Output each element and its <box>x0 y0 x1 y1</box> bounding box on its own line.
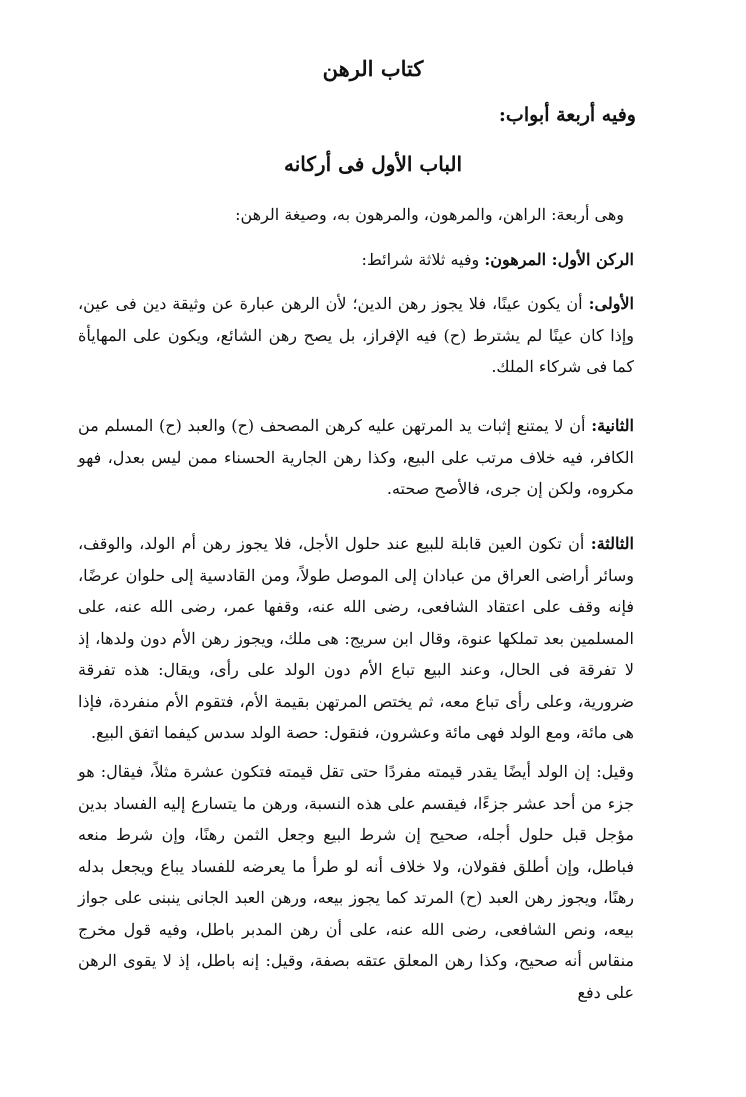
pillar-paragraph <box>78 244 634 276</box>
condition-label: الثالثة: <box>590 534 634 553</box>
chapter-title: الباب الأول فى أركانه <box>284 152 462 176</box>
condition-text: أن يكون عينًا، فلا يجوز رهن الدين؛ لأن الرهن عبارة عن وثيقة دين فى عين، وإذا كان عينًا لم يشترط (ح) فيه الإفراز، بل يصح رهن الشائع، ويكون على المهايأة كما فى شركاء الملك. <box>78 294 634 376</box>
condition-text: أن لا يمتنع إثبات يد المرتهن عليه كرهن المصحف (ح) والعبد (ح) المسلم من الكافر، فيه خلاف مرتب على البيع، وكذا رهن الجارية الحسناء ممن ليس بعدل، فهو مكروه، ولكن إن جرى، فالأصح صحته. <box>78 416 634 498</box>
condition-label: الثانية: <box>591 416 634 435</box>
book-title: كتاب الرهن <box>322 56 424 81</box>
condition-text: أن تكون العين قابلة للبيع عند حلول الأجل، فلا يجوز رهن أم الولد، والوقف، وسائر أراضى العراق من عبادان إلى الموصل طولاً، ومن القادسية إلى حلوان عرضًا، فإنه وقف على اعتقاد الشافعى، رضى الله عنه، وقفها عمر، رضى الله عنه، على المسلمين بعد تملكها عنوة، وقال ابن سريج: هى ملك، ويجوز رهن الأم دون ولدها، إذ لا تفرقة فى الحال، وعند البيع تباع الأم دون الولد على رأى، ويقال: هذه تفرقة ضرورية، وعلى رأى تباع معه، ثم يختص المرتهن بقيمة الأم، فتقوم الأم منفردة، فإذا هى مائة، ومع الولد فهى مائة وعشرون، فنقول: حصة الولد سدس كيفما اتفق البيع. <box>78 534 634 742</box>
condition-second <box>78 410 634 505</box>
book-subtitle: وفيه أربعة أبواب: <box>498 104 636 126</box>
condition-first <box>78 288 634 383</box>
intro-paragraph: وهى أربعة: الراهن، والمرهون، والمرهون به، وصيغة الرهن: <box>235 205 624 224</box>
condition-third <box>78 528 634 749</box>
condition-label: الأولى: <box>588 294 634 313</box>
pillar-text: وفيه ثلاثة شرائط: <box>361 250 485 269</box>
continuation-paragraph: وقيل: إن الولد أيضًا يقدر قيمته مفردًا حتى تقل قيمته فتكون عشرة مثلاً، فيقال: هو جزء من أحد عشر جزءًا، فيقسم على هذه النسبة، ورهن ما يتسارع إليه الفساد بدين مؤجل قبل حلول أجله، صحيح إن شرط البيع وجعل الثمن رهنًا، وإن شرط منعه فباطل، وإن أطلق فقولان، ولا خلاف أنه لو طرأ ما يعرضه للفساد يباع ويجعل بدله رهنًا، ويجوز رهن العبد (ح) المرتد كما يجوز بيعه، ورهن العبد الجانى ينبنى على جواز بيعه، ونص الشافعى، رضى الله عنه، على أن رهن المدبر باطل، وفيه قول مخرج منقاس أنه صحيح، وكذا رهن المعلق عتقه بصفة، وقيل: إنه باطل، إذ لا يقوى الرهن على دفع <box>78 762 634 1002</box>
pillar-label: الركن الأول: المرهون: <box>484 250 634 269</box>
